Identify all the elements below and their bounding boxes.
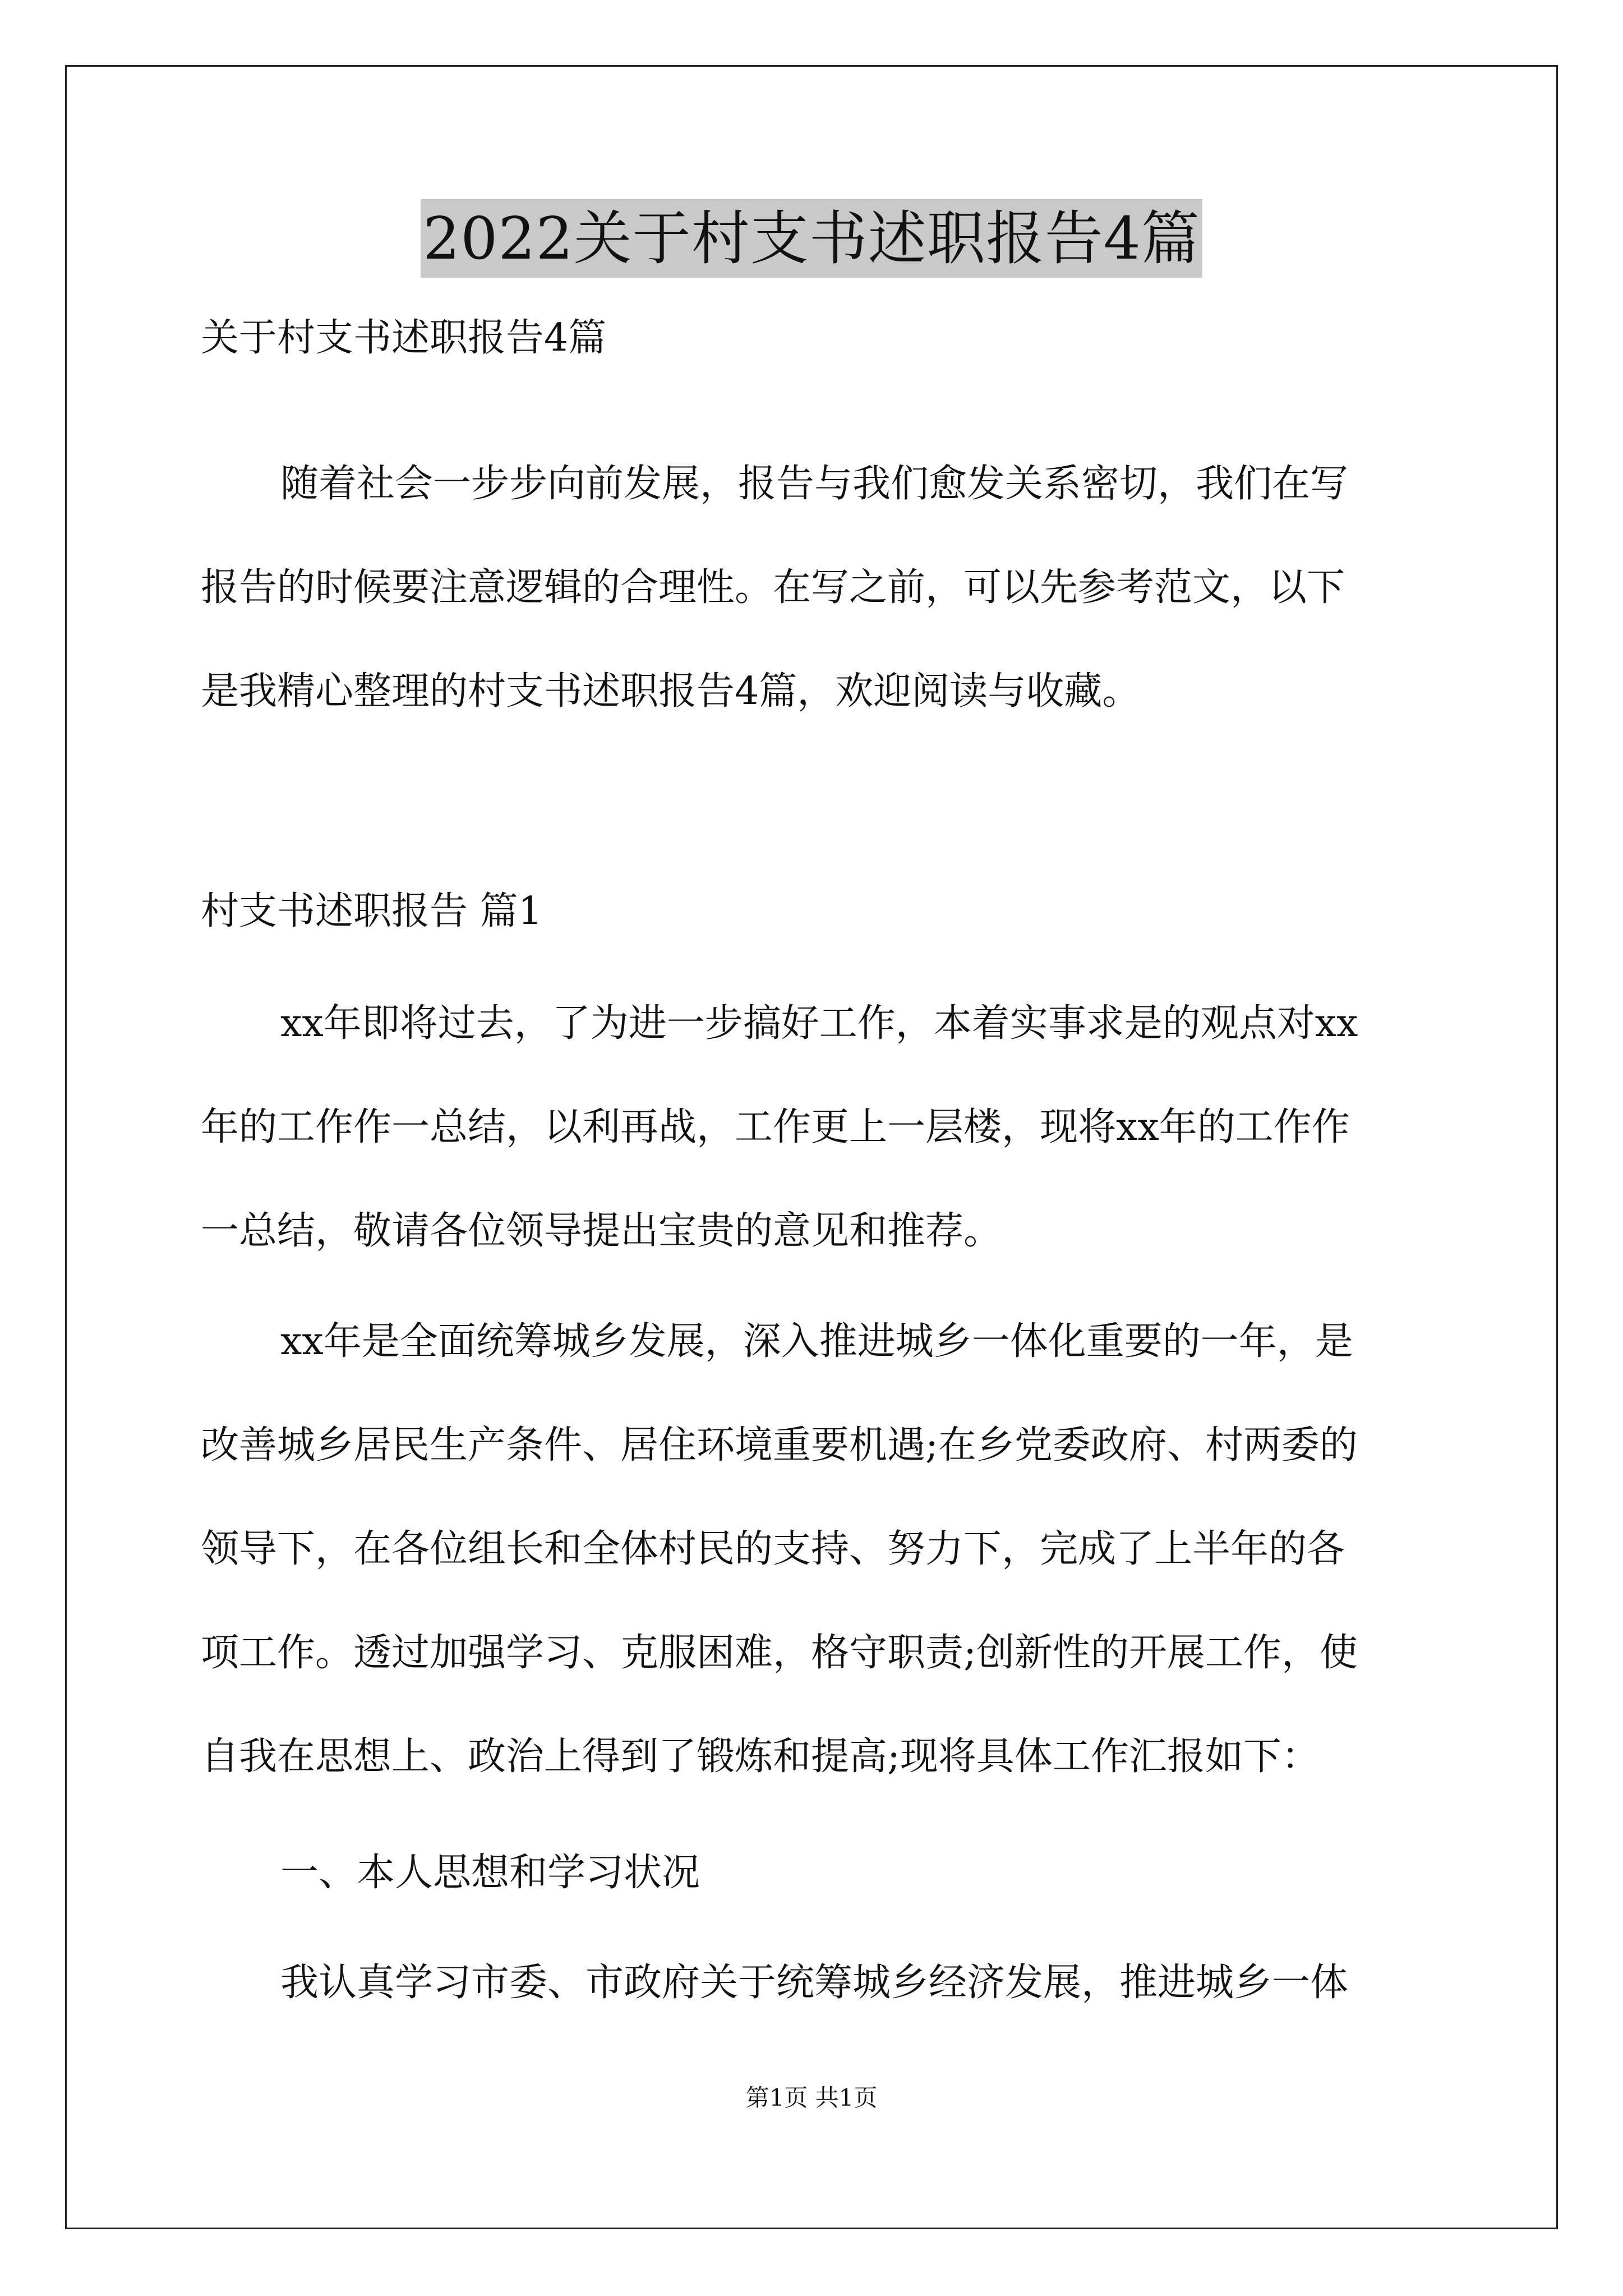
body-line-6: 领导下，在各位组长和全体村民的支持、努力下，完成了上半年的各 xyxy=(201,1527,1345,1571)
title-container xyxy=(0,199,1623,278)
body-line-9: 我认真学习市委、市政府关于统筹城乡经济发展，推进城乡一体 xyxy=(280,1961,1349,2005)
page-footer: 第1页 共1页 xyxy=(745,2084,878,2111)
intro-line-3: 是我精心整理的村支书述职报告4篇，欢迎阅读与收藏。 xyxy=(201,669,1141,714)
body-line-5: 改善城乡居民生产条件、居住环境重要机遇;在乡党委政府、村两委的 xyxy=(201,1423,1358,1467)
intro-line-1: 随着社会一步步向前发展，报告与我们愈发关系密切，我们在写 xyxy=(280,462,1349,506)
section-heading: 村支书述职报告 篇1 xyxy=(201,889,542,933)
body-line-2: 年的工作作一总结，以利再战，工作更上一层楼，现将xx年的工作作 xyxy=(201,1105,1350,1149)
body-line-1: xx年即将过去，了为进一步搞好工作，本着实事求是的观点对xx xyxy=(280,1001,1358,1046)
intro-line-2: 报告的时候要注意逻辑的合理性。在写之前，可以先参考范文，以下 xyxy=(201,565,1345,610)
document-title: 2022关于村支书述职报告4篇 xyxy=(421,199,1202,278)
subtitle-line: 关于村支书述职报告4篇 xyxy=(201,316,607,360)
body-line-7: 项工作。透过加强学习、克服困难，格守职责;创新性的开展工作，使 xyxy=(201,1631,1358,1675)
body-line-3: 一总结，敬请各位领导提出宝贵的意见和推荐。 xyxy=(201,1209,1002,1253)
body-line-8: 自我在思想上、政治上得到了锻炼和提高;现将具体工作汇报如下： xyxy=(201,1734,1320,1779)
body-line-4: xx年是全面统筹城乡发展，深入推进城乡一体化重要的一年，是 xyxy=(280,1319,1353,1364)
subheading-line: 一、本人思想和学习状况 xyxy=(280,1851,700,1895)
